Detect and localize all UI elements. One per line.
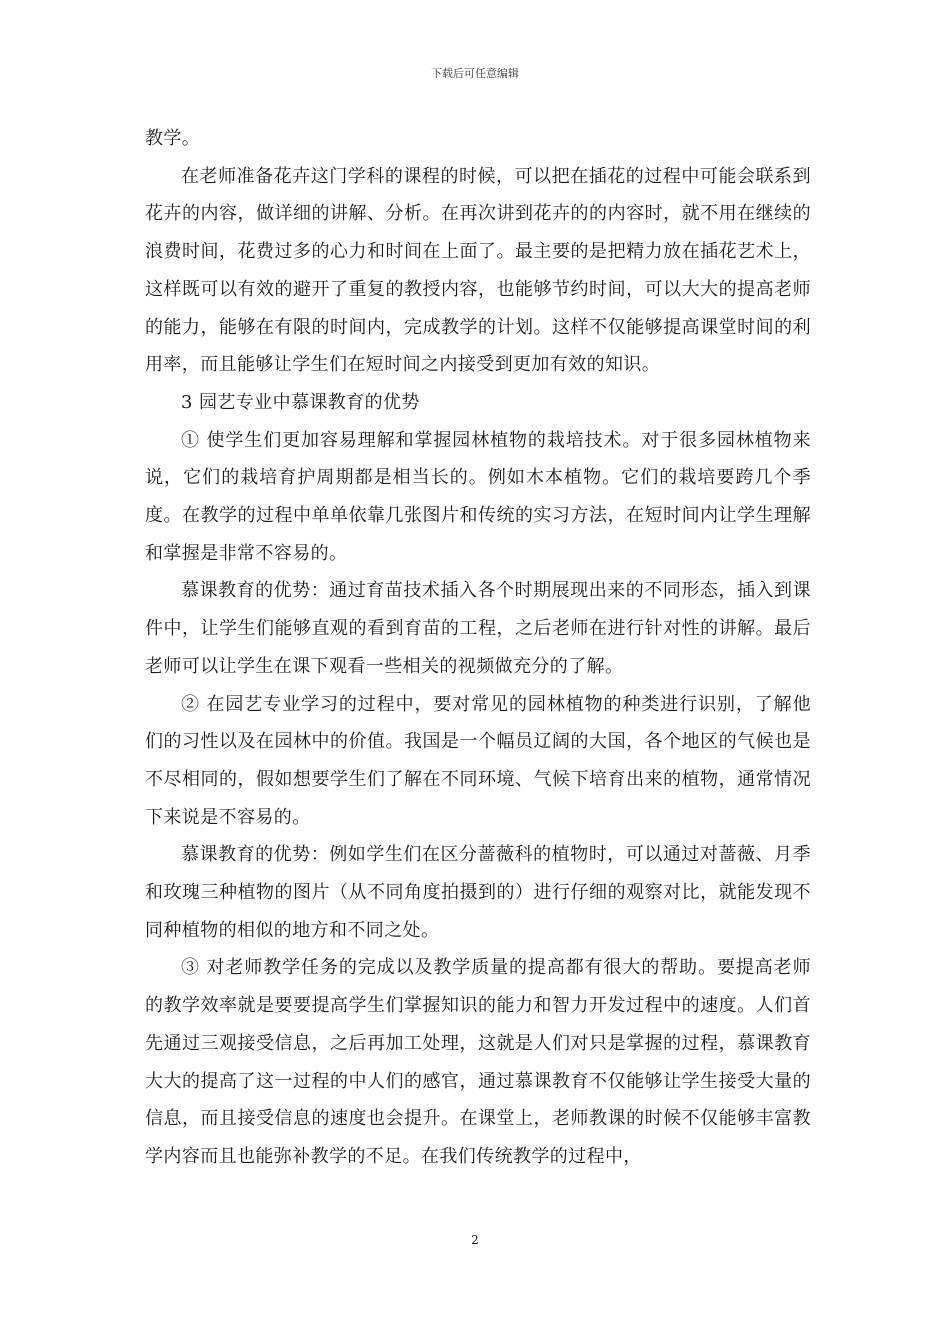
paragraph-advantage-1: 慕课教育的优势：通过育苗技术插入各个时期展现出来的不同形态，插入到课件中，让学生们能够直观的看到育苗的工程，之后老师在进行针对性的讲解。最后老师可以让学生在课下观看一些相关的视频做充分的了解。 <box>145 580 811 677</box>
page-number: 2 <box>471 1233 479 1247</box>
document-body <box>145 120 811 1176</box>
paragraph-point-3: ③ 对老师教学任务的完成以及教学质量的提高都有很大的帮助。要提高老师的教学效率就是要要提高学生们掌握知识的能力和智力开发过程中的速度。人们首先通过三观接受信息，之后再加工处理，这就是人们对只是掌握的过程，慕课教育大大的提高了这一过程的中人们的感官，通过慕课教育不仅能够让学生接受大量的信息，而且接受信息的速度也会提升。在课堂上，老师教课的时候不仅能够丰富教学内容而且也能弥补教学的不足。在我们传统教学的过程中， <box>145 957 811 1167</box>
paragraph-point-1: ① 使学生们更加容易理解和掌握园林植物的栽培技术。对于很多园林植物来说，它们的栽培育护周期都是相当长的。例如木本植物。它们的栽培要跨几个季度。在教学的过程中单单依靠几张图片和传统的实习方法，在短时间内让学生理解和掌握是非常不容易的。 <box>145 429 811 564</box>
paragraph-point-2: ② 在园艺专业学习的过程中，要对常见的园林植物的种类进行识别，了解他们的习性以及在园林中的价值。我国是一个幅员辽阔的大国，各个地区的气候也是不尽相同的，假如想要学生们了解在不同环境、气候下培育出来的植物，通常情况下来说是不容易的。 <box>145 693 811 828</box>
section-heading: 3 园艺专业中慕课教育的优势 <box>181 391 420 413</box>
paragraph-continuation: 教学。 <box>145 128 201 149</box>
paragraph-flower-course: 在老师准备花卉这门学科的课程的时候，可以把在插花的过程中可能会联系到花卉的内容，做详细的讲解、分析。在再次讲到花卉的的内容时，就不用在继续的浪费时间，花费过多的心力和时间在上面了。最主要的是把精力放在插花艺术上，这样既可以有效的避开了重复的教授内容，也能够节约时间，可以大大的提高老师的能力，能够在有限的时间内，完成教学的计划。这样不仅能够提高课堂时间的利用率，而且能够让学生们在短时间之内接受到更加有效的知识。 <box>145 165 811 376</box>
page-header: 下载后可任意编辑 <box>431 67 519 80</box>
paragraph-advantage-2: 慕课教育的优势：例如学生们在区分蔷薇科的植物时，可以通过对蔷薇、月季和玫瑰三种植物的图片（从不同角度拍摄到的）进行仔细的观察对比，就能发现不同种植物的相似的地方和不同之处。 <box>145 844 811 941</box>
